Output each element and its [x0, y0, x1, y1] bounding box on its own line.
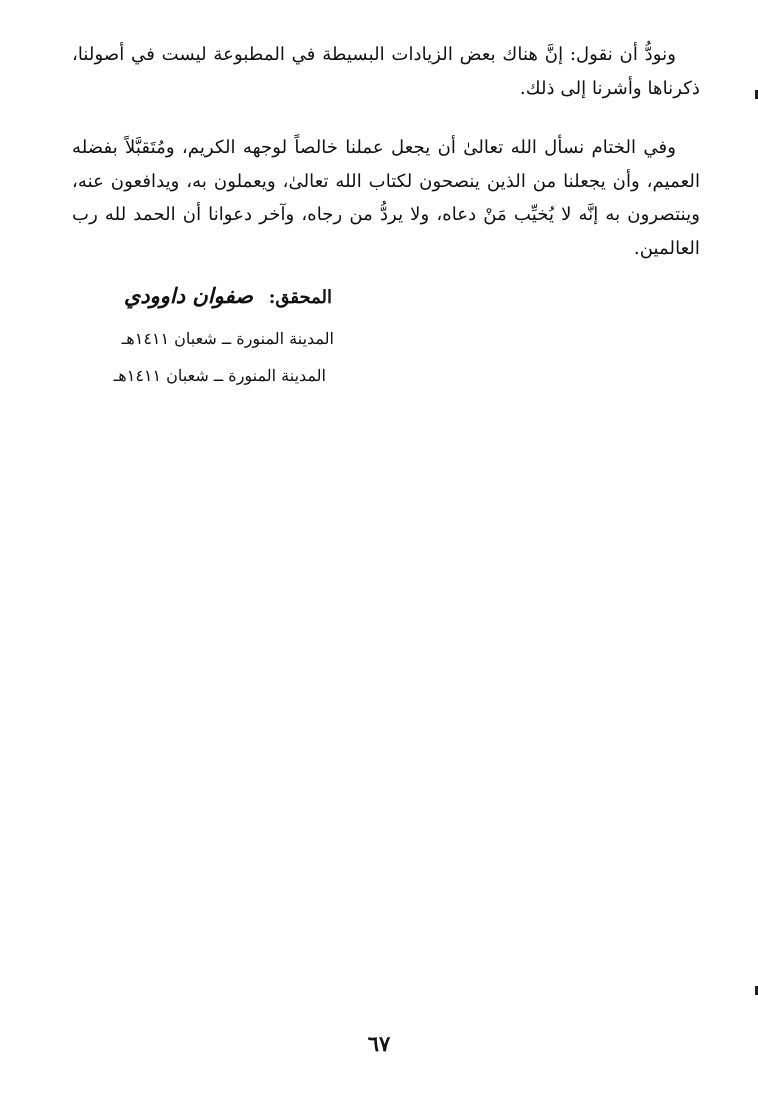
paragraph-closing-prayer: وفي الختام نسأل الله تعالىٰ أن يجعل عملنا خالصاً لوجهه الكريم، ومُتَقبَّلاً بفضله العميم، وأن يجعلنا من الذين ينصحون لكتاب الله تعالىٰ، ويعملون به، ويدافعون عنه، وينتصرون به إنَّه لا يُخيِّب مَنْ دعاه، ولا يردُّ من رجاه، وآخر دعوانا أن الحمد لله رب العالمين. — [72, 137, 700, 259]
paragraph-intro-block — [72, 38, 700, 105]
signature-name: صفوان داوودي — [123, 283, 253, 308]
paragraph-additions-note: ونودُّ أن نقول: إنَّ هناك بعض الزيادات البسيطة في المطبوعة ليست في أصولنا، ذكرناها وأشرنا إلى ذلك. — [72, 44, 700, 99]
paragraph-closing-block — [72, 131, 700, 265]
place-date-line-repeat: المدينة المنورة ــ شعبان ١٤١١هـ — [113, 366, 326, 385]
place-date-line: المدينة المنورة ــ شعبان ١٤١١هـ — [121, 329, 334, 348]
signature-label: المحقق: — [268, 287, 332, 308]
page-number: ٦٧ — [367, 1031, 391, 1056]
signature-line — [124, 283, 332, 308]
